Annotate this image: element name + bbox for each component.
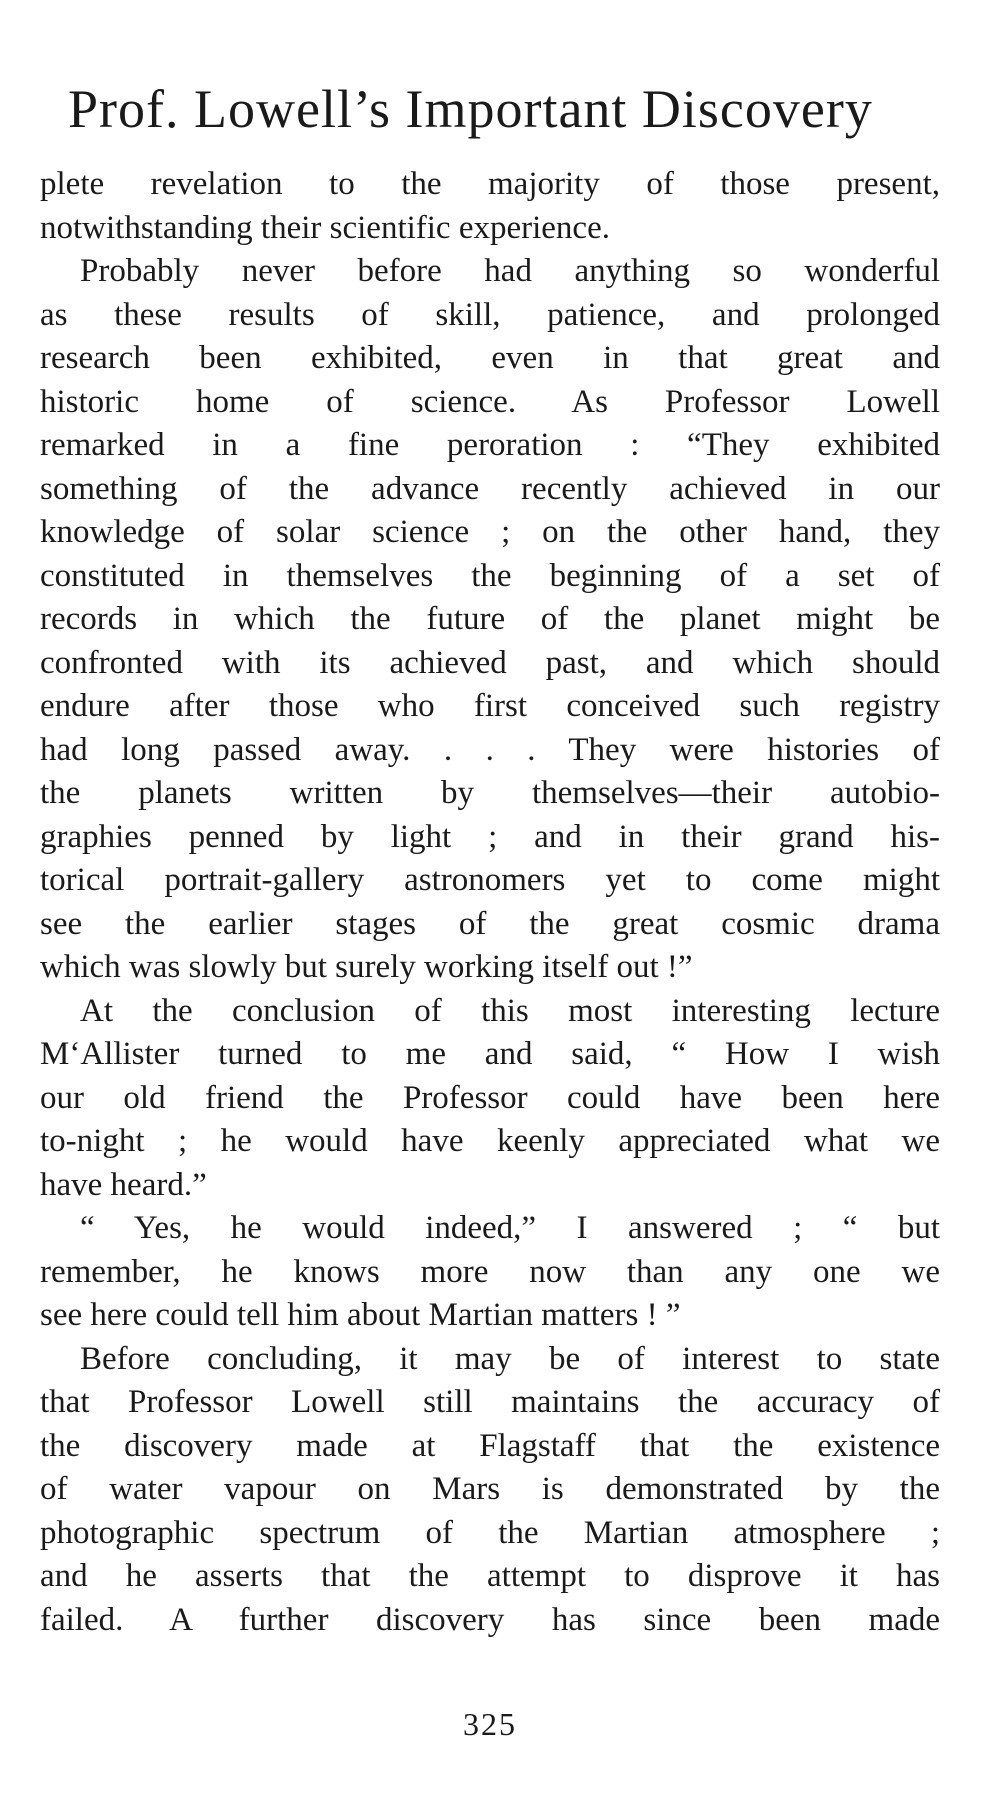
- text-line: that Professor Lowell still maintains the accuracy of: [40, 1384, 940, 1420]
- text-line: the planets written by themselves—their autobio-: [40, 775, 940, 811]
- text-line: knowledge of solar science ; on the other hand, they: [40, 514, 940, 550]
- text-line: historic home of science. As Professor Lowell: [40, 383, 940, 420]
- paragraph: [40, 163, 940, 250]
- text-line: photographic spectrum of the Martian atmosphere ;: [40, 1514, 940, 1551]
- text-line: graphies penned by light ; and in their grand his-: [40, 818, 940, 855]
- text-line: to-night ; he would have keenly appreciated what we: [40, 1123, 940, 1159]
- text-line: Before concluding, it may be of interest to state: [80, 1340, 940, 1377]
- text-line: endure after those who first conceived such registry: [40, 688, 940, 724]
- text-line: our old friend the Professor could have been here: [40, 1079, 940, 1116]
- text-line: records in which the future of the planet might be: [40, 601, 940, 637]
- running-head: Prof. Lowell’s Important Discovery: [68, 79, 873, 139]
- text-line: see the earlier stages of the great cosmic drama: [40, 905, 940, 942]
- text-line: remarked in a fine peroration : “They exhibited: [40, 427, 940, 463]
- text-line: At the conclusion of this most interesting lecture: [80, 992, 940, 1029]
- paragraph: [40, 990, 940, 1208]
- text-line: see here could tell him about Martian matters ! ”: [40, 1297, 681, 1333]
- text-line: constituted in themselves the beginning of a set of: [40, 557, 940, 594]
- body-text: [40, 163, 940, 1642]
- text-line: plete revelation to the majority of those present,: [40, 166, 940, 202]
- text-line: failed. A further discovery has since been made: [40, 1601, 940, 1638]
- text-line: M‘Allister turned to me and said, “ How I wish: [40, 1036, 940, 1072]
- text-line: the discovery made at Flagstaff that the existence: [40, 1427, 940, 1464]
- text-line: and he asserts that the attempt to disprove it has: [40, 1558, 940, 1594]
- text-line: “ Yes, he would indeed,” I answered ; “ but: [80, 1210, 940, 1246]
- text-line: something of the advance recently achieved in our: [40, 470, 940, 507]
- text-line: research been exhibited, even in that great and: [40, 340, 940, 376]
- page-number: 325: [463, 1706, 517, 1742]
- text-line: as these results of skill, patience, and prolonged: [40, 296, 940, 333]
- paragraph: [40, 250, 940, 990]
- text-line: confronted with its achieved past, and which should: [40, 644, 940, 681]
- text-line: notwithstanding their scientific experience.: [40, 209, 610, 246]
- text-line: torical portrait-gallery astronomers yet to come might: [40, 862, 940, 898]
- text-line: remember, he knows more now than any one we: [40, 1253, 940, 1290]
- text-line: which was slowly but surely working itself out !”: [40, 949, 693, 985]
- text-line: of water vapour on Mars is demonstrated by the: [40, 1471, 940, 1507]
- text-line: have heard.”: [40, 1166, 207, 1203]
- text-line: had long passed away. . . . They were histories of: [40, 731, 940, 768]
- text-line: Probably never before had anything so wonderful: [80, 253, 940, 289]
- paragraph: [40, 1338, 940, 1643]
- paragraph: [40, 1207, 940, 1338]
